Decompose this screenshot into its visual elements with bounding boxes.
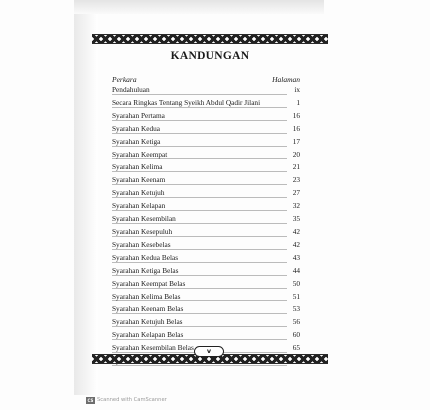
toc-entry-page: 53 [292,304,300,314]
column-header-halaman: Halaman [272,75,300,84]
toc-entry-title: Syarahan Keempat Belas [112,278,186,288]
toc-entry-page: 42 [292,239,300,249]
toc-entry-page: 17 [292,136,300,146]
toc-entry-page: 16 [292,123,300,133]
toc-entry-page: 20 [292,149,300,159]
toc-entry-title: Syarahan Kelima Belas [112,291,181,301]
toc-entry-page: 27 [292,188,300,198]
toc-entry-title: Syarahan Kedua Belas [112,252,179,262]
toc-entry [112,149,300,162]
toc-entry-title: Syarahan Keenam Belas [112,304,184,314]
toc-entry-title: Syarahan Kesepuluh [112,226,173,236]
toc-entry-title: Syarahan Kesebelas [112,239,171,249]
column-header-perkara: Perkara [112,75,137,84]
toc-entry [112,84,300,97]
toc-entry-page: 43 [292,252,300,262]
toc-entry-title: Syarahan Pertama [112,110,165,120]
toc-entry-title: Syarahan Kedua [112,123,161,133]
toc-entry [112,136,300,149]
toc-entry [112,265,300,278]
toc-entry-title: Syarahan Kelapan [112,201,166,211]
camscanner-logo-icon: CS [87,397,94,403]
toc-entry-title: Syarahan Kelima [112,162,163,172]
toc-entry [112,239,300,252]
toc-entry-page: 23 [292,175,300,185]
toc-list [112,84,300,368]
toc-entry [112,316,300,329]
toc-entry-title: Syarahan Ketujuh Belas [112,317,183,327]
toc-entry [112,200,300,213]
toc-entry-title: Syarahan Keempat [112,149,168,159]
toc-entry [112,161,300,174]
page-number: v [194,346,224,357]
toc-entry-title: Syarahan Kesembilan [112,214,176,224]
toc-entry [112,213,300,226]
toc-entry-page: 60 [292,330,300,340]
toc-entry [112,329,300,342]
toc-entry [112,123,300,136]
toc-entry [112,97,300,110]
toc-entry [112,278,300,291]
toc-entry-page: 1 [296,97,300,107]
toc-entry [112,291,300,304]
toc-entry-title: Secara Ringkas Tentang Syeikh Abdul Qadir Jilani [112,97,261,107]
toc-entry [112,187,300,200]
decorative-border-top [92,34,328,44]
toc-entry-title: Pendahuluan [112,85,150,94]
toc-entry [112,252,300,265]
toc-entry-page: 65 [292,343,300,353]
toc-entry-title: Syarahan Ketujuh [112,188,165,198]
toc-entry-page: ix [294,85,300,94]
toc-entry-page: 32 [292,201,300,211]
toc-entry [112,303,300,316]
toc-entry-page: 42 [292,226,300,236]
toc-entry-page: 44 [292,265,300,275]
toc-entry-page: 16 [292,110,300,120]
toc-entry-title: Syarahan Kelapan Belas [112,330,184,340]
toc-entry [112,174,300,187]
toc-entry-page: 56 [292,317,300,327]
toc-entry-page: 50 [292,278,300,288]
toc-entry-page: 21 [292,162,300,172]
toc-entry-title: Syarahan Ketiga Belas [112,265,179,275]
toc-entry-title: Syarahan Keenam [112,175,166,185]
toc-entry [112,110,300,123]
toc-entry-title: Syarahan Ketiga [112,136,161,146]
toc-entry-page: 51 [292,291,300,301]
page-shadow-top [74,0,324,14]
toc-entry [112,226,300,239]
page-title: KANDUNGAN [170,50,250,62]
toc-entry-title: Syarahan Kesembilan Belas [112,343,194,353]
scanner-watermark-text: Scanned with CamScanner [97,397,167,403]
toc-entry-page: 35 [292,214,300,224]
scanner-watermark [86,395,167,405]
